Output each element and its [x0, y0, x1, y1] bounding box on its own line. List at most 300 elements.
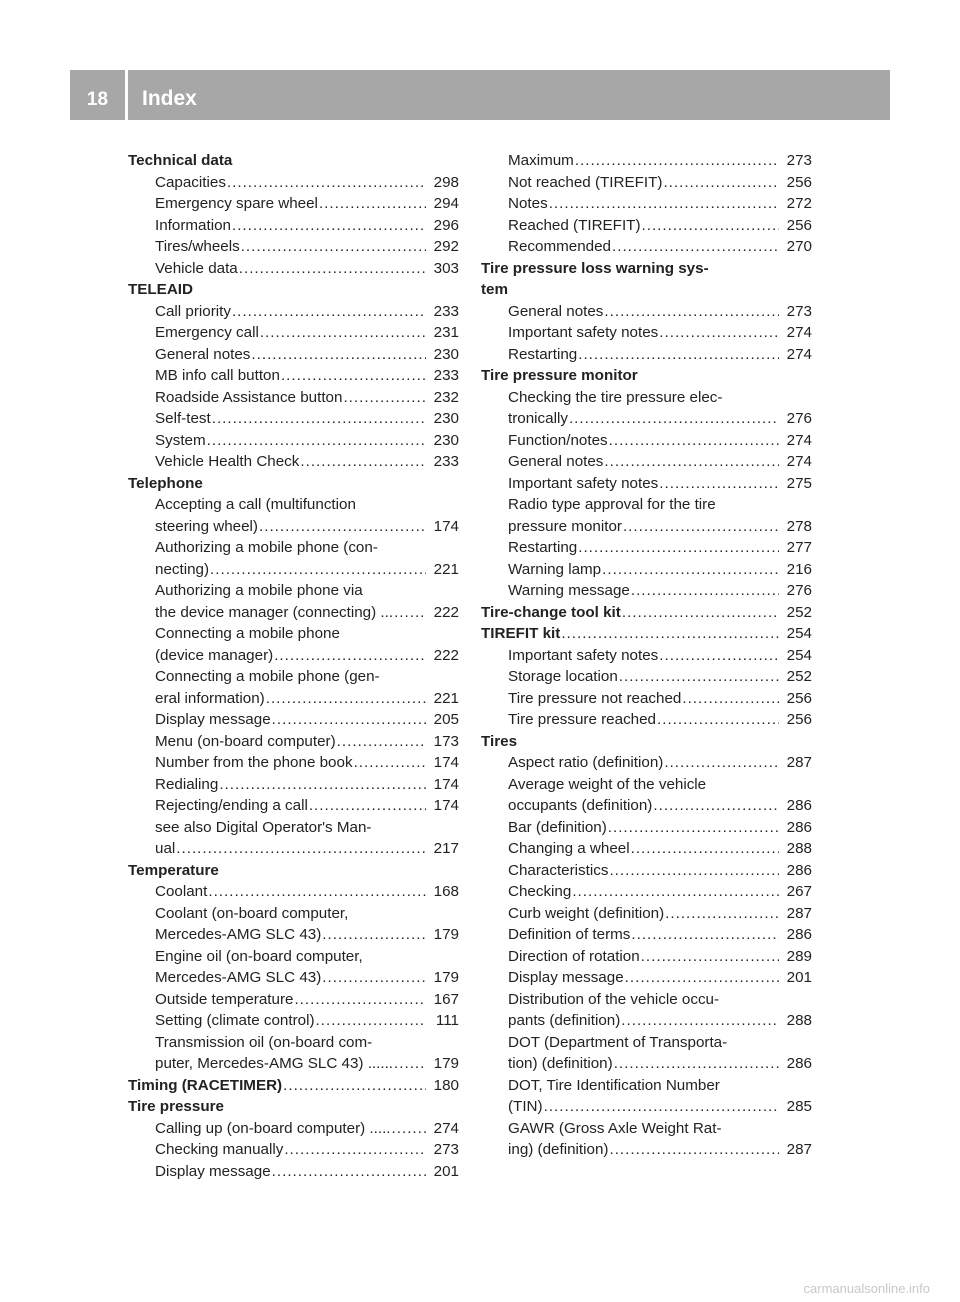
index-entry[interactable] [128, 365, 459, 387]
entry-label: Display message [155, 1162, 271, 1180]
leader-dots [614, 1053, 779, 1075]
page-reference[interactable]: 221 [433, 560, 459, 578]
index-heading: Tire pressure monitor [481, 367, 638, 384]
page-reference[interactable]: 286 [786, 797, 812, 814]
page-reference[interactable]: 273 [786, 302, 812, 320]
leader-dots [682, 688, 779, 710]
entry-label: the device manager (connecting) ... [155, 603, 394, 621]
leader-dots [608, 817, 779, 839]
page-reference[interactable]: 252 [786, 668, 812, 685]
index-entry[interactable] [128, 881, 459, 903]
entry-label: Redialing [155, 775, 219, 793]
index-subentry-line: DOT, Tire Identification Number [508, 1076, 720, 1094]
entry-label: (TIN) [508, 1098, 543, 1115]
index-entry[interactable] [481, 1139, 812, 1161]
page-reference[interactable]: 256 [786, 711, 812, 728]
entry-label: Calling up (on-board computer) ..... [155, 1119, 391, 1137]
page-reference[interactable]: 274 [786, 431, 812, 449]
index-entry[interactable] [481, 516, 812, 538]
leader-dots [354, 752, 426, 774]
index-entry[interactable] [128, 451, 459, 473]
index-heading: Temperature [128, 861, 219, 879]
index-entry[interactable] [481, 344, 812, 366]
page-reference[interactable]: 168 [433, 883, 459, 900]
index-entry[interactable] [128, 430, 459, 452]
page-reference[interactable]: 273 [786, 152, 812, 169]
entry-label: Coolant [155, 883, 208, 900]
leader-dots [300, 451, 426, 473]
page-reference[interactable]: 274 [786, 324, 812, 341]
entry-label: Important safety notes [508, 474, 659, 492]
leader-dots [319, 193, 426, 215]
entry-label: Characteristics [508, 861, 609, 879]
index-entry[interactable] [481, 473, 812, 495]
entry-label: Tire pressure reached [508, 711, 657, 728]
entry-label: Maximum [508, 152, 574, 169]
index-subentry-line: Authorizing a mobile phone via [155, 582, 363, 599]
entry-label: Storage location [508, 668, 618, 685]
leader-dots [266, 688, 426, 710]
page-reference[interactable]: 275 [786, 474, 812, 492]
leader-dots [343, 387, 426, 409]
entry-label: Not reached (TIREFIT) [508, 173, 663, 191]
page-reference[interactable]: 201 [433, 1162, 459, 1180]
leader-dots [664, 752, 779, 774]
leader-dots [657, 709, 779, 731]
leader-dots [609, 1139, 779, 1161]
leader-dots [284, 1139, 426, 1161]
entry-label: tronically [508, 410, 568, 427]
page-reference[interactable]: 287 [786, 1141, 812, 1158]
entry-label: Mercedes-AMG SLC 43) [155, 926, 322, 943]
index-subentry-line: Transmission oil (on-board com- [155, 1033, 373, 1051]
leader-dots [659, 322, 779, 344]
index-heading: tem [481, 281, 509, 298]
leader-dots [207, 430, 426, 452]
entry-label: Reached (TIREFIT) [508, 216, 641, 234]
entry-label: Changing a wheel [508, 840, 630, 857]
leader-dots [283, 1075, 426, 1097]
leader-dots [575, 150, 779, 172]
entry-label: Call priority [155, 302, 231, 320]
leader-dots [663, 172, 779, 194]
entry-label: Emergency spare wheel [155, 195, 318, 212]
page-reference[interactable]: 276 [786, 410, 812, 427]
index-entry[interactable] [128, 709, 459, 731]
index-subentry-line: GAWR (Gross Axle Weight Rat- [508, 1119, 722, 1137]
page-reference[interactable]: 289 [786, 947, 812, 965]
page-reference[interactable]: 179 [433, 1055, 459, 1072]
index-entry[interactable] [481, 150, 812, 172]
index-subentry-line: Engine oil (on-board computer, [155, 947, 363, 965]
index-heading-entry[interactable] [128, 1075, 459, 1097]
index-subentry-line: Accepting a call (multifunction [155, 496, 356, 513]
index-heading-entry[interactable] [481, 623, 812, 645]
leader-dots [625, 967, 779, 989]
index-entry[interactable] [481, 451, 812, 473]
index-entry[interactable] [128, 236, 459, 258]
entry-label: Warning message [508, 582, 630, 599]
index-entry[interactable] [481, 408, 812, 430]
leader-dots [272, 1161, 426, 1183]
leader-dots [609, 430, 779, 452]
page-reference[interactable]: 230 [433, 410, 459, 427]
index-heading: Telephone [128, 474, 203, 492]
index-column-left [128, 150, 459, 1182]
leader-dots [665, 903, 779, 925]
entry-label: Tire-change tool kit [481, 603, 621, 621]
entry-label: Roadside Assistance button [155, 388, 343, 406]
page-reference[interactable]: 303 [433, 259, 459, 277]
entry-label: Emergency call [155, 324, 259, 341]
page-reference[interactable]: 286 [786, 861, 812, 879]
index-entry[interactable] [481, 215, 812, 237]
page-reference[interactable]: 230 [433, 431, 459, 449]
index-entry[interactable] [481, 645, 812, 667]
index-entry[interactable] [128, 731, 459, 753]
page-number: 18 [86, 89, 109, 110]
page-header [70, 70, 890, 120]
page-reference[interactable]: 167 [433, 990, 459, 1008]
leader-dots [337, 731, 426, 753]
page-reference[interactable]: 256 [786, 173, 812, 191]
page-reference[interactable]: 286 [786, 1055, 812, 1072]
page-reference[interactable]: 292 [433, 238, 459, 255]
entry-label: System [155, 431, 206, 449]
page-reference[interactable]: 252 [786, 603, 812, 621]
leader-dots [612, 236, 779, 258]
page-reference[interactable]: 287 [786, 904, 812, 922]
entry-label: necting) [155, 560, 210, 578]
leader-dots [392, 1118, 426, 1140]
page-reference[interactable]: 286 [786, 818, 812, 836]
leader-dots [619, 666, 779, 688]
entry-label: Curb weight (definition) [508, 904, 665, 922]
page-reference[interactable]: 288 [786, 1012, 812, 1029]
index-entry[interactable] [481, 666, 812, 688]
page-reference[interactable]: 230 [433, 345, 459, 363]
page-reference[interactable]: 222 [433, 646, 459, 664]
index-entry[interactable] [481, 752, 812, 774]
entry-label: General notes [508, 453, 604, 470]
index-column-right [481, 150, 812, 1161]
leader-dots [274, 645, 426, 667]
index-entry[interactable] [481, 559, 812, 581]
entry-label: Definition of terms [508, 926, 631, 943]
page-reference[interactable]: 298 [433, 173, 459, 191]
page-reference[interactable]: 201 [786, 969, 812, 986]
page-reference[interactable]: 180 [433, 1076, 459, 1094]
index-entry[interactable] [128, 1053, 459, 1075]
entry-label: General notes [508, 302, 604, 320]
leader-dots [322, 924, 426, 946]
page-reference[interactable]: 276 [786, 582, 812, 599]
leader-dots [572, 881, 779, 903]
page-reference[interactable]: 233 [433, 367, 459, 384]
entry-label: eral information) [155, 689, 265, 707]
page-reference[interactable]: 174 [433, 517, 459, 535]
leader-dots [623, 516, 779, 538]
page-reference[interactable]: 174 [433, 754, 459, 771]
page-title: Index [142, 87, 197, 110]
leader-dots [602, 559, 779, 581]
entry-label: Information [155, 216, 231, 234]
leader-dots [259, 516, 426, 538]
page-reference[interactable]: 231 [433, 324, 459, 341]
entry-label: Rejecting/ending a call [155, 797, 308, 814]
page-reference[interactable]: 174 [433, 775, 459, 793]
page-reference[interactable]: 287 [786, 754, 812, 771]
leader-dots [631, 580, 779, 602]
index-entry[interactable] [128, 795, 459, 817]
index-entry[interactable] [128, 344, 459, 366]
leader-dots [544, 1096, 779, 1118]
entry-label: Menu (on-board computer) [155, 732, 336, 750]
page-reference[interactable]: 270 [786, 238, 812, 255]
leader-dots [232, 301, 426, 323]
index-entry[interactable] [128, 1010, 459, 1032]
entry-label: tion) (definition) [508, 1055, 613, 1072]
index-entry[interactable] [128, 215, 459, 237]
index-entry[interactable] [481, 709, 812, 731]
index-entry[interactable] [128, 322, 459, 344]
index-entry[interactable] [481, 236, 812, 258]
page-reference[interactable]: 216 [786, 560, 812, 578]
leader-dots [251, 344, 426, 366]
entry-label: ing) (definition) [508, 1141, 609, 1158]
entry-label: Checking manually [155, 1141, 284, 1158]
leader-dots [208, 881, 426, 903]
entry-label: occupants (definition) [508, 797, 653, 814]
entry-label: pressure monitor [508, 517, 622, 535]
index-subentry-line: Connecting a mobile phone [155, 625, 340, 642]
page-reference[interactable]: 288 [786, 840, 812, 857]
index-heading: TELEAID [128, 281, 193, 298]
leader-dots [219, 774, 426, 796]
page-reference[interactable]: 111 [435, 1012, 459, 1029]
index-entry[interactable] [481, 322, 812, 344]
index-subentry-line: Radio type approval for the tire [508, 496, 716, 513]
index-entry[interactable] [128, 559, 459, 581]
index-entry[interactable] [481, 903, 812, 925]
index-entry[interactable] [481, 193, 812, 215]
index-entry[interactable] [128, 752, 459, 774]
entry-label: General notes [155, 345, 251, 363]
index-entry[interactable] [481, 946, 812, 968]
entry-label: Display message [155, 711, 271, 728]
index-entry[interactable] [128, 408, 459, 430]
page-reference[interactable]: 205 [433, 711, 459, 728]
leader-dots [232, 215, 426, 237]
index-entry[interactable] [481, 924, 812, 946]
header-divider [125, 70, 128, 120]
leader-dots [622, 602, 779, 624]
entry-label: Restarting [508, 539, 578, 556]
page-reference[interactable]: 286 [786, 926, 812, 943]
leader-dots [322, 967, 426, 989]
index-subentry-line: Distribution of the vehicle occu- [508, 990, 720, 1008]
index-entry[interactable] [128, 258, 459, 280]
index-entry[interactable] [128, 172, 459, 194]
leader-dots [659, 645, 779, 667]
index-entry[interactable] [128, 989, 459, 1011]
page-reference[interactable]: 274 [786, 345, 812, 363]
index-entry[interactable] [481, 838, 812, 860]
page-reference[interactable]: 274 [433, 1119, 459, 1137]
entry-label: Vehicle data [155, 259, 238, 277]
page-reference[interactable]: 221 [433, 689, 459, 707]
entry-label: Bar (definition) [508, 818, 607, 836]
entry-label: Aspect ratio (definition) [508, 754, 664, 771]
index-entry[interactable] [481, 301, 812, 323]
index-entry[interactable] [481, 1010, 812, 1032]
entry-label: Number from the phone book [155, 754, 353, 771]
index-subentry-line: Average weight of the vehicle [508, 775, 707, 793]
index-heading: Tire pressure [128, 1098, 224, 1115]
page-reference[interactable]: 274 [786, 453, 812, 470]
page-reference[interactable]: 232 [433, 388, 459, 406]
entry-label: Display message [508, 969, 624, 986]
page-reference[interactable]: 273 [433, 1141, 459, 1158]
index-entry[interactable] [128, 193, 459, 215]
leader-dots [604, 301, 779, 323]
index-entry[interactable] [128, 1139, 459, 1161]
index-entry[interactable] [481, 967, 812, 989]
entry-label: Tire pressure not reached [508, 689, 682, 707]
entry-label: Capacities [155, 173, 226, 191]
index-entry[interactable] [481, 688, 812, 710]
leader-dots [394, 602, 426, 624]
leader-dots [549, 193, 779, 215]
leader-dots [227, 172, 426, 194]
leader-dots [659, 473, 779, 495]
index-entry[interactable] [481, 580, 812, 602]
index-heading-entry[interactable] [481, 602, 812, 624]
page-reference[interactable]: 285 [786, 1098, 812, 1115]
page-reference[interactable]: 296 [433, 216, 459, 234]
entry-label: Function/notes [508, 431, 608, 449]
index-entry[interactable] [481, 537, 812, 559]
entry-label: TIREFIT kit [481, 625, 561, 642]
leader-dots [631, 838, 779, 860]
leader-dots [239, 258, 426, 280]
leader-dots [260, 322, 426, 344]
leader-dots [309, 795, 426, 817]
page-reference[interactable]: 233 [433, 302, 459, 320]
index-entry[interactable] [481, 860, 812, 882]
leader-dots [578, 537, 779, 559]
entry-label: Recommended [508, 238, 611, 255]
page-reference[interactable]: 254 [786, 646, 812, 664]
leader-dots [642, 215, 780, 237]
entry-label: Direction of rotation [508, 947, 640, 965]
index-heading: Tires [481, 732, 518, 750]
page-reference[interactable]: 254 [786, 625, 812, 642]
index-entry[interactable] [128, 1118, 459, 1140]
index-entry[interactable] [481, 172, 812, 194]
index-entry[interactable] [128, 301, 459, 323]
entry-label: steering wheel) [155, 517, 258, 535]
entry-label: ual [155, 840, 176, 857]
page-reference[interactable]: 272 [786, 195, 812, 212]
entry-label: Notes [508, 195, 548, 212]
entry-label: Important safety notes [508, 324, 659, 341]
page-reference[interactable]: 256 [786, 216, 812, 234]
index-entry[interactable] [128, 967, 459, 989]
entry-label: Important safety notes [508, 646, 659, 664]
page-reference[interactable]: 174 [433, 797, 459, 814]
leader-dots [210, 559, 426, 581]
entry-label: puter, Mercedes-AMG SLC 43) ...... [155, 1055, 394, 1072]
leader-dots [641, 946, 779, 968]
page-reference[interactable]: 179 [433, 969, 459, 986]
entry-label: Vehicle Health Check [155, 453, 300, 470]
index-entry[interactable] [128, 1161, 459, 1183]
index-entry[interactable] [128, 924, 459, 946]
leader-dots [609, 860, 779, 882]
entry-label: MB info call button [155, 367, 280, 384]
index-subentry-line: DOT (Department of Transporta- [508, 1033, 728, 1051]
index-subentry-line: Connecting a mobile phone (gen- [155, 668, 380, 685]
entry-label: Restarting [508, 345, 578, 363]
entry-label: (device manager) [155, 646, 274, 664]
leader-dots [241, 236, 426, 258]
entry-label: Tires/wheels [155, 238, 240, 255]
page-reference[interactable]: 179 [433, 926, 459, 943]
leader-dots [569, 408, 779, 430]
leader-dots [212, 408, 426, 430]
index-entry[interactable] [128, 688, 459, 710]
index-entry[interactable] [481, 881, 812, 903]
entry-label: Mercedes-AMG SLC 43) [155, 969, 322, 986]
index-entry[interactable] [481, 795, 812, 817]
entry-label: Self-test [155, 410, 211, 427]
index-entry[interactable] [481, 1096, 812, 1118]
page-reference[interactable]: 277 [786, 539, 812, 556]
page-reference[interactable]: 294 [433, 195, 459, 212]
index-entry[interactable] [128, 516, 459, 538]
page-reference[interactable]: 222 [433, 603, 459, 621]
leader-dots [316, 1010, 426, 1032]
page-reference[interactable]: 256 [786, 689, 812, 707]
index-entry[interactable] [128, 838, 459, 860]
leader-dots [561, 623, 779, 645]
index-entry[interactable] [481, 430, 812, 452]
leader-dots [394, 1053, 426, 1075]
leader-dots [604, 451, 779, 473]
page-reference[interactable]: 267 [786, 883, 812, 900]
index-entry[interactable] [128, 602, 459, 624]
leader-dots [653, 795, 779, 817]
index-heading: Tire pressure loss warning sys- [481, 259, 709, 277]
page-reference[interactable]: 173 [433, 732, 459, 750]
index-entry[interactable] [481, 817, 812, 839]
index-entry[interactable] [128, 387, 459, 409]
leader-dots [294, 989, 426, 1011]
page-reference[interactable]: 233 [433, 453, 459, 470]
page-reference[interactable]: 217 [433, 840, 459, 857]
index-entry[interactable] [128, 774, 459, 796]
entry-label: Timing (RACETIMER) [128, 1076, 283, 1094]
leader-dots [272, 709, 426, 731]
index-entry[interactable] [481, 1053, 812, 1075]
leader-dots [578, 344, 779, 366]
leader-dots [176, 838, 426, 860]
index-entry[interactable] [128, 645, 459, 667]
entry-label: Setting (climate control) [155, 1012, 315, 1029]
page-reference[interactable]: 278 [786, 517, 812, 535]
entry-label: Outside temperature [155, 990, 294, 1008]
